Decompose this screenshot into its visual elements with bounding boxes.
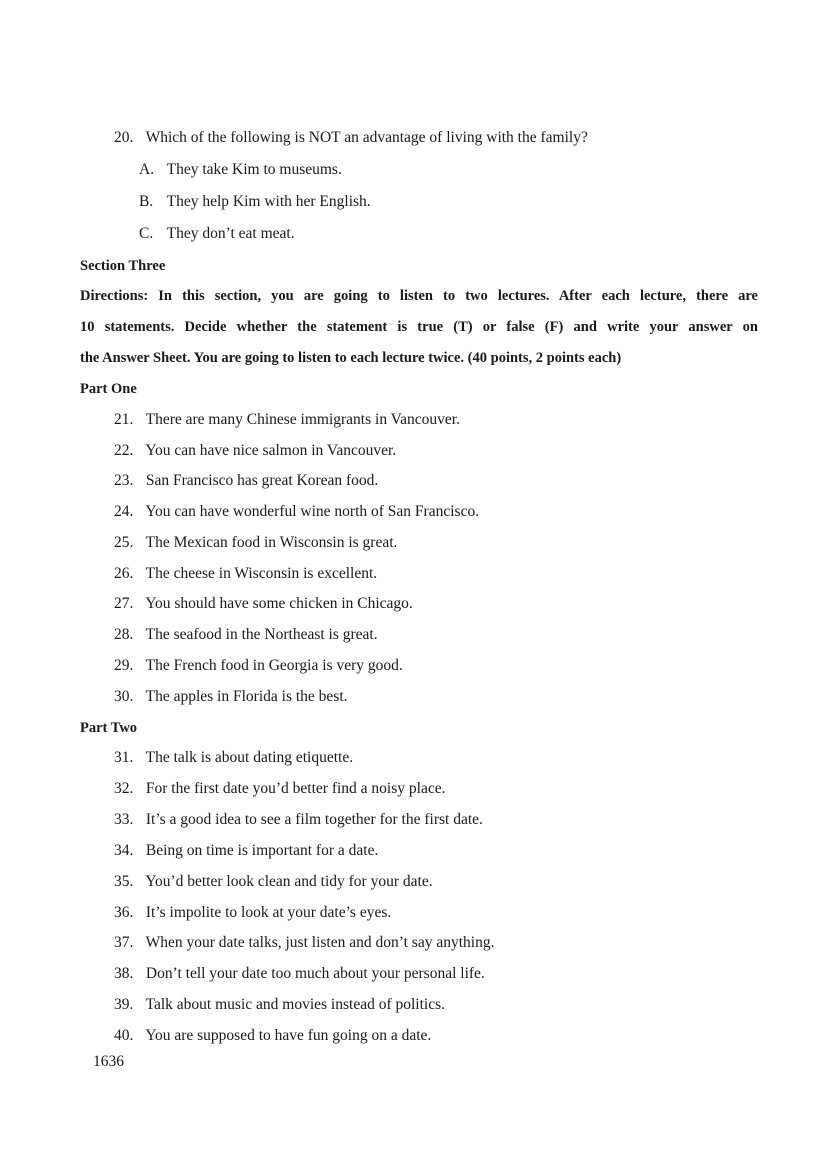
statement-22 [114, 441, 396, 461]
statement-24 [114, 502, 479, 522]
statement-28 [114, 625, 378, 645]
statement-29 [114, 656, 403, 676]
statement-text: The apples in Florida is the best. [145, 688, 348, 705]
statement-text: There are many Chinese immigrants in Vancouver. [145, 411, 460, 428]
statement-number: 33. [114, 811, 134, 828]
statement-number: 39. [114, 996, 134, 1013]
statement-number: 35. [114, 873, 134, 890]
statement-text: Talk about music and movies instead of politics. [145, 996, 445, 1013]
statement-39 [114, 995, 445, 1015]
statement-text: The talk is about dating etiquette. [145, 749, 354, 766]
option-a [139, 160, 342, 180]
statement-number: 28. [114, 626, 134, 643]
statement-text: It’s a good idea to see a film together for the first date. [145, 811, 483, 828]
statement-text: San Francisco has great Korean food. [145, 472, 379, 489]
option-letter: B. [139, 193, 154, 210]
statement-number: 36. [114, 904, 134, 921]
statement-number: 29. [114, 657, 134, 674]
statement-32 [114, 779, 445, 799]
statement-number: 25. [114, 534, 134, 551]
option-text: They take Kim to museums. [166, 161, 342, 178]
question-20 [114, 128, 588, 148]
option-c [139, 224, 295, 244]
statement-40 [114, 1026, 431, 1046]
statement-number: 26. [114, 565, 134, 582]
statement-25 [114, 533, 397, 553]
statement-text: You should have some chicken in Chicago. [145, 595, 413, 612]
statement-text: Don’t tell your date too much about your personal life. [145, 965, 485, 982]
statement-30 [114, 687, 348, 707]
statement-text: You are supposed to have fun going on a date. [145, 1027, 432, 1044]
statement-text: The French food in Georgia is very good. [145, 657, 403, 674]
statement-number: 24. [114, 503, 134, 520]
statement-number: 38. [114, 965, 134, 982]
statement-number: 27. [114, 595, 134, 612]
statement-text: You can have wonderful wine north of San Francisco. [145, 503, 480, 520]
statement-text: The cheese in Wisconsin is excellent. [145, 565, 378, 582]
statement-text: It’s impolite to look at your date’s eyes. [145, 904, 392, 921]
statement-number: 21. [114, 411, 134, 428]
statement-number: 34. [114, 842, 134, 859]
question-text: Which of the following is NOT an advantage of living with the family? [145, 129, 588, 146]
statement-text: For the first date you’d better find a noisy place. [145, 780, 446, 797]
statement-37 [114, 933, 494, 953]
directions-line: 10 statements. Decide whether the statement is true (T) or false (F) and write your answer on [80, 319, 758, 335]
statement-number: 31. [114, 749, 134, 766]
statement-26 [114, 564, 377, 584]
statement-number: 32. [114, 780, 134, 797]
statement-21 [114, 410, 460, 430]
option-letter: C. [139, 225, 154, 242]
option-text: They help Kim with her English. [166, 193, 371, 210]
statement-text: You can have nice salmon in Vancouver. [145, 442, 397, 459]
page-number: 1636 [93, 1053, 124, 1070]
statement-38 [114, 964, 485, 984]
statement-text: You’d better look clean and tidy for your date. [145, 873, 433, 890]
option-b [139, 192, 371, 212]
statement-33 [114, 810, 483, 830]
statement-number: 37. [114, 934, 134, 951]
statement-number: 22. [114, 442, 134, 459]
part-one-title: Part One [80, 381, 137, 397]
statement-36 [114, 903, 391, 923]
statement-27 [114, 594, 413, 614]
option-text: They don’t eat meat. [166, 225, 295, 242]
statement-text: Being on time is important for a date. [145, 842, 379, 859]
statement-number: 40. [114, 1027, 134, 1044]
question-number: 20. [114, 129, 134, 146]
part-two-title: Part Two [80, 720, 138, 736]
statement-text: The Mexican food in Wisconsin is great. [145, 534, 398, 551]
statement-34 [114, 841, 378, 861]
section-three-title: Section Three [80, 258, 166, 274]
option-letter: A. [139, 161, 155, 178]
directions-line: Directions: In this section, you are going to listen to two lectures. After each lecture, there are [80, 288, 758, 304]
directions-line: the Answer Sheet. You are going to listen to each lecture twice. (40 points, 2 points each) [80, 350, 622, 366]
statement-text: The seafood in the Northeast is great. [145, 626, 378, 643]
statement-35 [114, 872, 433, 892]
statement-text: When your date talks, just listen and don’t say anything. [145, 934, 495, 951]
statement-31 [114, 748, 353, 768]
statement-number: 30. [114, 688, 134, 705]
statement-number: 23. [114, 472, 134, 489]
statement-23 [114, 471, 378, 491]
